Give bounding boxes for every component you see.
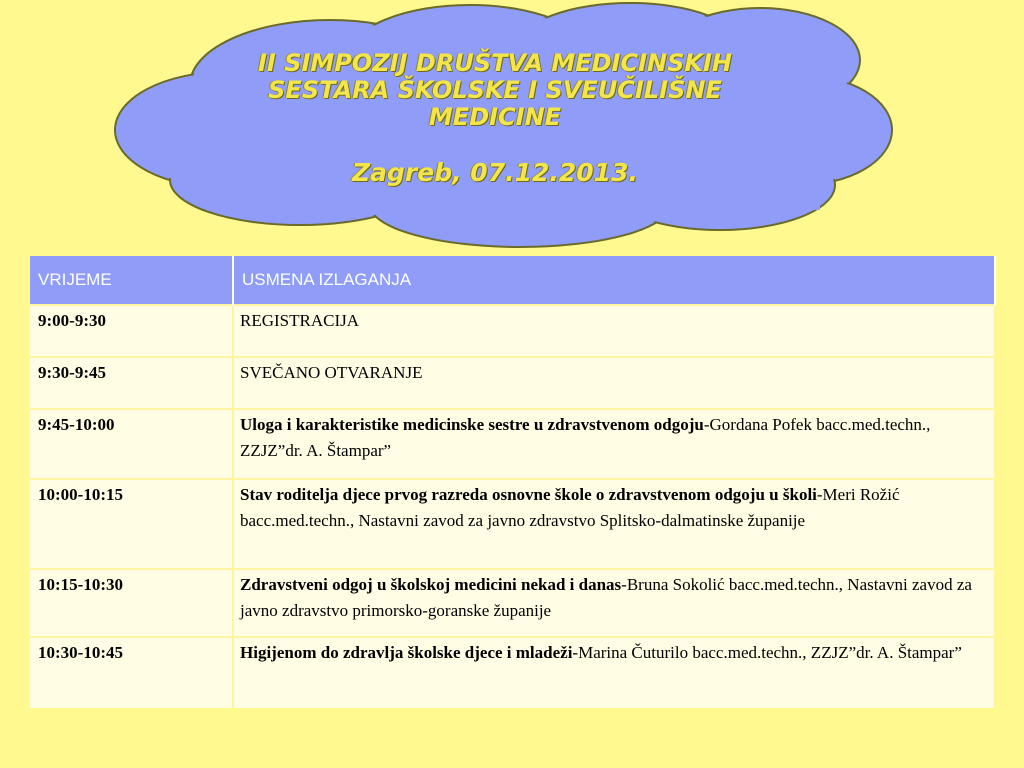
time-cell: 9:00-9:30 [30, 305, 233, 357]
time-cell: 10:30-10:45 [30, 637, 233, 708]
table-row [30, 357, 995, 409]
table-row [30, 569, 995, 637]
talk-title: Stav roditelja djece prvog razreda osnovne škole o zdravstvenom odgoju u školi [240, 485, 817, 504]
talk-details: -Bruna Sokolić bacc.med.techn., Nastavni zavod za javno zdravstvo primorsko-goranske županije [240, 575, 972, 620]
talk-cell [233, 409, 995, 479]
column-header-time: VRIJEME [30, 256, 233, 305]
time-cell: 9:30-9:45 [30, 357, 233, 409]
talk-title: Uloga i karakteristike medicinske sestre u zdravstvenom odgoju [240, 415, 704, 434]
schedule-table [30, 256, 996, 708]
talk-title: Zdravstveni odgoj u školskoj medicini nekad i danas [240, 575, 622, 594]
time-cell: 10:00-10:15 [30, 479, 233, 569]
event-date: Zagreb, 07.12.2013. [352, 158, 638, 187]
table-header-row [30, 256, 995, 305]
table-row [30, 479, 995, 569]
talk-cell [233, 357, 995, 409]
talk-details: REGISTRACIJA [240, 311, 360, 330]
talk-cell [233, 479, 995, 569]
time-cell: 9:45-10:00 [30, 409, 233, 479]
page-title: II SIMPOZIJ DRUŠTVA MEDICINSKIH SESTARA ŠKOLSKE I SVEUČILIŠNE MEDICINE [258, 49, 732, 131]
table-row [30, 637, 995, 708]
talk-cell [233, 637, 995, 708]
table-row [30, 305, 995, 357]
title-block [225, 50, 765, 186]
time-cell: 10:15-10:30 [30, 569, 233, 637]
talk-details: -Meri Rožić bacc.med.techn., Nastavni zavod za javno zdravstvo Splitsko-dalmatinske županije [240, 485, 900, 530]
talk-details: SVEČANO OTVARANJE [240, 363, 423, 382]
column-header-talks: USMENA IZLAGANJA [233, 256, 995, 305]
talk-details: -Marina Čuturilo bacc.med.techn., ZZJZ”dr. A. Štampar” [572, 643, 962, 662]
talk-cell [233, 305, 995, 357]
table-row [30, 409, 995, 479]
talk-title: Higijenom do zdravlja školske djece i mladeži [240, 643, 573, 662]
talk-cell [233, 569, 995, 637]
talk-details: -Gordana Pofek bacc.med.techn., ZZJZ”dr. A. Štampar” [240, 415, 931, 460]
